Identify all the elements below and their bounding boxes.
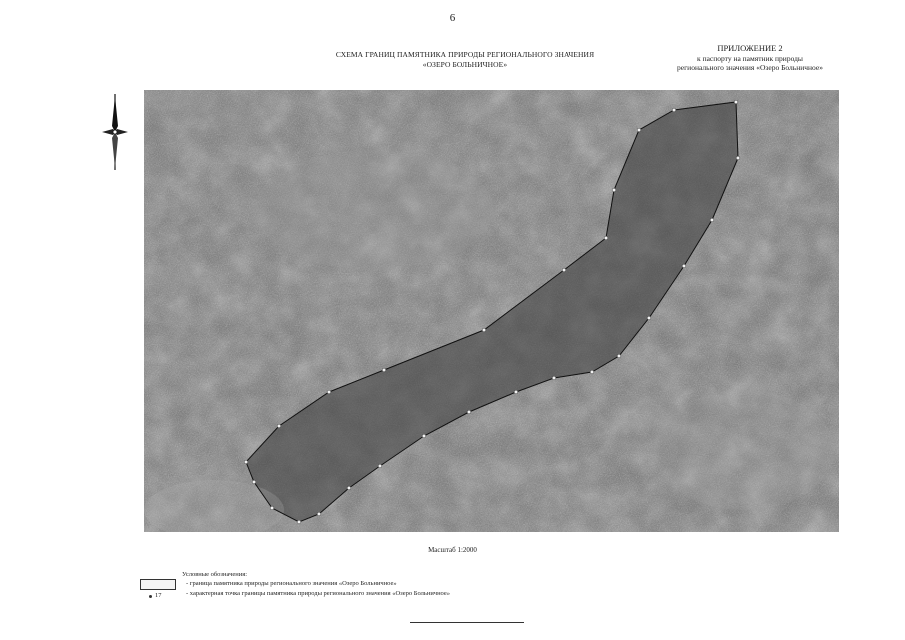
legend-point-number: 17 [155,592,162,599]
boundary-point [297,520,301,524]
boundary-point [252,480,256,484]
boundary-point [552,376,556,380]
appendix-header [640,44,860,73]
appendix-line-1: к паспорту на памятник природы [697,53,803,63]
boundary-point [382,368,386,372]
boundary-point [590,370,594,374]
appendix-heading: ПРИЛОЖЕНИЕ 2 [717,43,783,53]
boundary-point [482,328,486,332]
north-arrow-icon [100,92,130,172]
legend-boundary-label: - граница памятника природы регионального значения «Озеро Больничное» [186,580,397,587]
boundary-point [612,188,616,192]
title-line-1: СХЕМА ГРАНИЦ ПАМЯТНИКА ПРИРОДЫ РЕГИОНАЛЬНОГО ЗНАЧЕНИЯ [335,50,595,59]
boundary-point [244,460,248,464]
bottom-rule [410,622,524,623]
boundary-point [467,410,471,414]
boundary-point [562,268,566,272]
satellite-map [144,90,839,532]
boundary-point [682,264,686,268]
boundary-point [270,506,274,510]
boundary-point [327,390,331,394]
boundary-point [617,354,621,358]
legend-item-point [140,589,640,601]
boundary-point [378,464,382,468]
boundary-point [277,424,281,428]
boundary-point [672,108,676,112]
page-number: 6 [449,12,456,24]
legend-title: Условные обозначения: [182,571,248,578]
document-title [300,50,630,70]
boundary-point [514,390,518,394]
map-scale: Масштаб 1:2000 [428,546,477,554]
boundary-point [317,512,321,516]
legend-point-label: - характерная точка границы памятника природы регионального значения «Озеро Больничное» [186,590,451,597]
boundary-point [604,236,608,240]
boundary-point [710,218,714,222]
appendix-line-2: регионального значения «Озеро Больничное» [677,63,823,72]
boundary-point [647,316,651,320]
boundary-point [637,128,641,132]
boundary-point [734,100,738,104]
boundary-point [736,156,740,160]
boundary-point-icon [149,595,152,598]
boundary-point [422,434,426,438]
boundary-point [347,486,351,490]
title-line-2: «ОЗЕРО БОЛЬНИЧНОЕ» [422,60,508,69]
